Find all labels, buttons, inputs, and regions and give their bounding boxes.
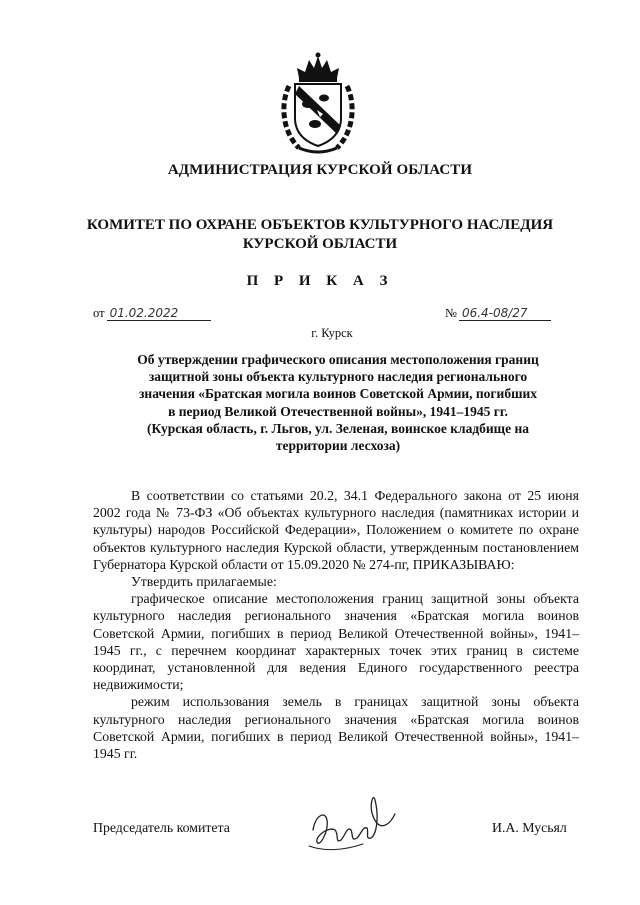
document-type-heading: П Р И К А З	[246, 273, 394, 289]
body-paragraph: Утвердить прилагаемые:	[131, 574, 277, 590]
body-paragraph: В соответствии со статьями 20.2, 34.1 Федерального закона от 25 июня 2002 года № 73-ФЗ «Об объектах культурного наследия (памятниках истории и культуры) народов Российской Федерации», Положением о комитете по охране объектов культурного наследия Курской области, утвержденным постановлением Губернатора Курской области от 15.09.2020 № 274-пг, ПРИКАЗЫВАЮ:	[93, 488, 579, 572]
city: г. Курск	[311, 326, 353, 340]
handwritten-signature-icon	[305, 786, 401, 858]
date-value: 01.02.2022	[107, 306, 211, 321]
title-line: в период Великой Отечественной войны», 1941–1945 гг.	[168, 403, 508, 419]
document-date	[93, 306, 211, 321]
signatory-name: И.А. Мусьял	[492, 820, 567, 835]
date-prefix: от	[93, 306, 105, 320]
title-line: Об утверждении графического описания местоположения границ	[137, 352, 539, 367]
document-number	[445, 306, 551, 321]
number-prefix: №	[445, 306, 457, 320]
signatory-position: Председатель комитета	[93, 820, 230, 835]
title-line: значения «Братская могила воинов Советской Армии, погибших	[139, 386, 537, 402]
body-paragraph: режим использования земель в границах защитной зоны объекта культурного наследия регионального значения «Братская могила воинов Советской Армии, погибших в период Великой Отечественной войны», 1941–1945 гг.	[93, 694, 579, 762]
committee-heading-line2: КУРСКОЙ ОБЛАСТИ	[242, 236, 398, 252]
title-line: территории лесхоза)	[275, 438, 401, 454]
committee-heading-line1: КОМИТЕТ ПО ОХРАНЕ ОБЪЕКТОВ КУЛЬТУРНОГО НАСЛЕДИЯ	[86, 217, 554, 233]
document-body	[93, 487, 579, 762]
body-paragraph: графическое описание местоположения границ защитной зоны объекта культурного наследия регионального значения «Братская могила воинов Советской Армии, погибших в период Великой Отечественной войны», 1941–1945 гг., с перечнем координат характерных точек этих границ в системе координат, установленной для ведения Единого государственного реестра недвижимости;	[93, 591, 579, 693]
administration-heading: АДМИНИСТРАЦИЯ КУРСКОЙ ОБЛАСТИ	[167, 162, 473, 178]
title-line: (Курская область, г. Льгов, ул. Зеленая, воинское кладбище на	[147, 420, 529, 436]
number-value: 06.4-08/27	[459, 306, 551, 321]
coat-of-arms-icon	[277, 52, 359, 156]
title-line: защитной зоны объекта культурного наследия регионального	[148, 369, 528, 385]
document-title	[103, 351, 573, 454]
committee-heading	[0, 216, 640, 254]
